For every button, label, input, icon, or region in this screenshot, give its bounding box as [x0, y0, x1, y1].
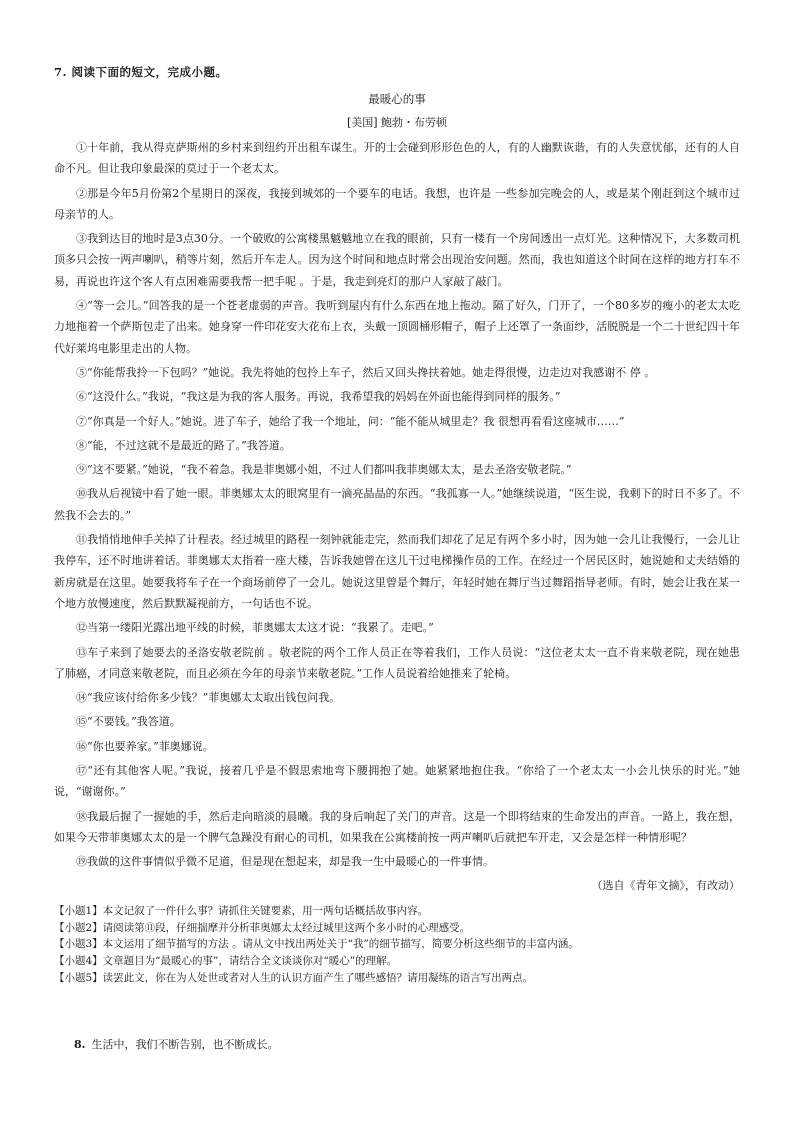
paragraph-1: ①十年前，我从得克萨斯州的乡村来到纽约开出租车谋生。开的士会碰到形形色色的人，有的人幽默诙谐，有的人失意忧郁，还有的人自命不凡。但让我印象最深的莫过于一个老太太。: [54, 141, 740, 176]
article-title: 最暖心的事: [368, 92, 426, 106]
subquestion-4: 【小题4】文章题目为“最暖心的事”，请结合全文谈谈你对“暖心”的理解。: [54, 955, 398, 968]
paragraph-11: ⑪我悄悄地伸手关掉了计程表。经过城里的路程一刻钟就能走完，然而我们却花了足足有两个多小时，因为她一会儿让我慢行，一会儿让我停车，还不时地讲着话。菲奥娜太太指着一座大楼，告诉我她曾在这儿干过电梯操作员的工作。在经过一个居民区时，她说她和丈夫结婚的新房就是在这里。她要我将车子在一个商场前停了一会儿。她说这里曾是个舞厅，年轻时她在舞厅当过舞蹈指导老师。有时，她会让我在某一个地方放慢速度，然后默默凝视前方，一句话也不说。: [54, 533, 740, 610]
question-8-number: 8.: [74, 1038, 86, 1051]
question-7-heading: 7. 阅读下面的短文，完成小题。: [54, 65, 228, 79]
paragraph-9: ⑨“这不要紧。”她说，“我不着急。我是菲奥娜小姐，不过人们都叫我菲奥娜太太，是去圣洛安敬老院。”: [76, 463, 572, 477]
article-author: [美国] 鲍勃・布劳顿: [346, 116, 448, 129]
subquestion-5: 【小题5】读罢此文，你在为人处世或者对人生的认识方面产生了哪些感悟？请用凝练的语言写出两点。: [54, 971, 534, 984]
paragraph-12: ⑫当第一缕阳光露出地平线的时候，菲奥娜太太这才说：“我累了。走吧。”: [76, 621, 434, 635]
subquestion-list: [54, 903, 744, 987]
paragraph-7: ⑦“你真是一个好人。”她说。进了车子，她给了我一个地址，问：“能不能从城里走？我 很想再看看这座城市……”: [76, 414, 625, 428]
question-8-text: 生活中，我们不断告别，也不断成长。: [91, 1038, 279, 1051]
article-body: [54, 137, 740, 876]
paragraph-14: ⑭“我应该付给你多少钱？”菲奥娜太太取出钱包问我。: [76, 691, 341, 705]
paragraph-3: ③我到达目的地时是3点30分。一个破败的公寓楼黑魆魆地立在我的眼前，只有一楼有一个房间透出一点灯光。这种情况下，大多数司机顶多只会按一两声喇叭，稍等片刻，然后开车走人。因为这个时间和地点时常会出现治安问题。然而，我也知道这个时间在这样的地方打车不易，再说也许这个客人有点困难需要我帮一把手呢 。于是，我走到亮灯的那户人家敲了敲门。: [54, 232, 740, 288]
paragraph-15: ⑮“不要钱。”我答道。: [76, 715, 181, 729]
paragraph-8: ⑧“能，不过这就不是最近的路了。”我答道。: [76, 438, 291, 452]
subquestion-2: 【小题2】请阅读第⑪段，仔细揣摩并分析菲奥娜太太经过城里这两个多小时的心理感受。: [54, 921, 471, 934]
question-8: [74, 1036, 278, 1052]
subquestion-3: 【小题3】本文运用了细节描写的方法 。请从文中找出两处关于“我”的细节描写，简要分析这些细节的丰富内涵。: [54, 938, 579, 951]
paragraph-19: ⑲我做的这件事情似乎微不足道，但是现在想起来，却是我一生中最暖心的一件事情。: [76, 855, 494, 869]
paragraph-10: ⑩我从后视镜中看了她一眼。菲奥娜太太的眼窝里有一滴亮晶晶的东西。“我孤寡一人。”她继续说道，“医生说，我剩下的时日不多了。不然我不会去的。”: [54, 487, 740, 522]
paragraph-18: ⑱我最后握了一握她的手，然后走向暗淡的晨曦。我的身后响起了关门的声音。这是一个即将结束的生命发出的声音。一路上，我在想，如果今天带菲奥娜太太的是一个脾气急躁没有耐心的司机，如果我在公寓楼前按一两声喇叭后就把车开走，又会是怎样一种情形呢？: [54, 809, 740, 844]
paragraph-6: ⑥“这没什么。”我说，“我这是为我的客人服务。再说，我希望我的妈妈在外面也能得到同样的服务。”: [76, 390, 561, 404]
paragraph-4: ④“等一会儿。”回答我的是一个苍老虚弱的声音。我听到屋内有什么东西在地上拖动。隔了好久，门开了，一个80多岁的瘦小的老太太吃力地拖着一个萨斯包走了出来。她身穿一件印花安大花布上衣，头戴一顶圆桶形帽子，帽子上还罩了一条面纱，活脱脱是一个二十世纪四十年代好莱坞电影里走出的人物。: [54, 299, 740, 355]
paragraph-13: ⑬车子来到了她要去的圣洛安敬老院前 。敬老院的两个工作人员正在等着我们，工作人员说：“这位老太太一直不肯来敬老院，现在她患了肺癌，才同意来敬老院，而且必须在今年的母亲节来敬老院。”工作人员说着给她推来了轮椅。: [54, 645, 740, 680]
paragraph-5: ⑤“你能帮我拎一下包吗？”她说。我先将她的包拎上车子，然后又回头搀扶着她。她走得很慢，边走边对我感谢不 停 。: [76, 365, 656, 379]
subquestion-1: 【小题1】本文记叙了一件什么事？请抓住关键要素，用一两句话概括故事内容。: [54, 905, 429, 917]
paragraph-2: ②那是今年5月份第2个星期日的深夜，我接到城郊的一个要车的电话。我想，也许是 一些参加完晚会的人，或是某个刚赶到这个城市过母亲节的人。: [54, 186, 740, 221]
paragraph-16: ⑯“你也要养家。”菲奥娜说。: [76, 739, 214, 753]
article-source: （选自《青年文摘》，有改动）: [591, 879, 740, 892]
paragraph-17: ⑰“还有其他客人呢。”我说，接着几乎是不假思索地弯下腰拥抱了她。她紧紧地抱住我。“你给了一个老太太一小会儿快乐的时光。”她说，“谢谢你。”: [54, 764, 740, 799]
